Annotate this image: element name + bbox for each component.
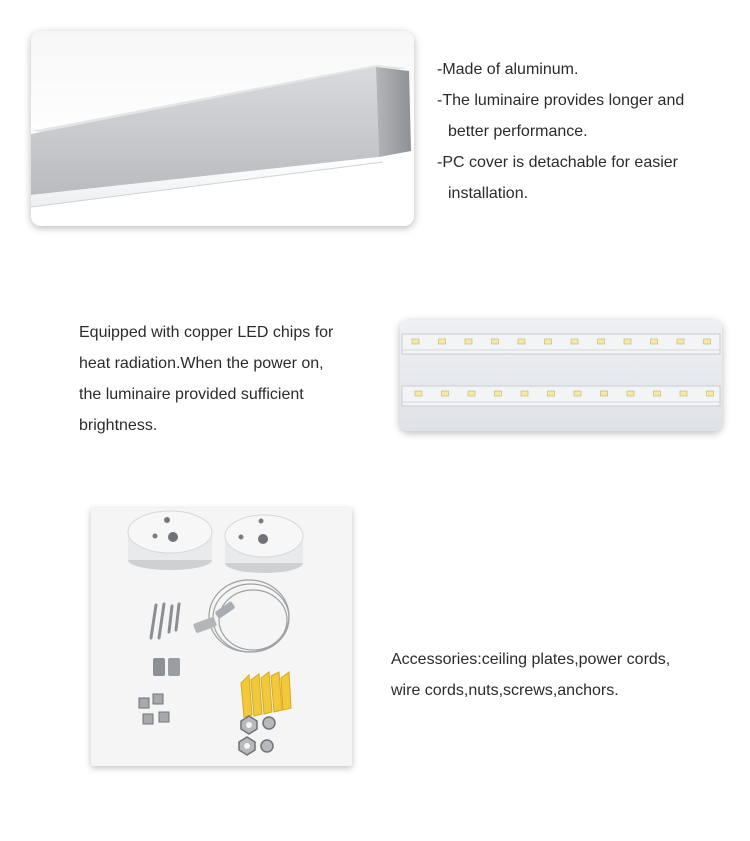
led-chip [707, 391, 714, 396]
led-chip [601, 391, 608, 396]
led-board [402, 386, 720, 406]
led-chip [442, 391, 449, 396]
led-chip [495, 391, 502, 396]
led-chip [571, 339, 578, 344]
led-chip [654, 391, 661, 396]
accessories-photo [91, 508, 352, 766]
led-chip [651, 339, 658, 344]
led-boards-photo [400, 320, 722, 431]
chips-line: heat radiation.When the power on, [79, 355, 324, 372]
led-chip [548, 391, 555, 396]
feature-line: installation. [448, 185, 529, 202]
led-chip [521, 391, 528, 396]
led-chip [492, 339, 499, 344]
led-chip [677, 339, 684, 344]
chips-line: brightness. [79, 417, 158, 434]
accessories-line: wire cords,nuts,screws,anchors. [391, 682, 619, 699]
feature-line: -PC cover is detachable for easier [437, 154, 678, 171]
led-chip [415, 391, 422, 396]
led-chip [704, 339, 711, 344]
led-chip [627, 391, 634, 396]
led-chip [412, 339, 419, 344]
led-chip [439, 339, 446, 344]
led-chip [465, 339, 472, 344]
led-chip [545, 339, 552, 344]
led-chip [468, 391, 475, 396]
chips-text [79, 317, 379, 441]
led-chip [624, 339, 631, 344]
chips-line: Equipped with copper LED chips for [79, 324, 334, 341]
led-chip [598, 339, 605, 344]
feature-line: better performance. [448, 123, 588, 140]
led-chip [518, 339, 525, 344]
feature-line: -The luminaire provides longer and [437, 92, 685, 109]
led-chip [574, 391, 581, 396]
features-text [437, 54, 737, 209]
accessories-text [391, 644, 731, 706]
led-board [402, 334, 720, 354]
fixture-photo [31, 31, 414, 226]
accessories-line: Accessories:ceiling plates,power cords, [391, 651, 671, 668]
feature-line: -Made of aluminum. [437, 61, 579, 78]
chips-line: the luminaire provided sufficient [79, 386, 304, 403]
led-chip [680, 391, 687, 396]
